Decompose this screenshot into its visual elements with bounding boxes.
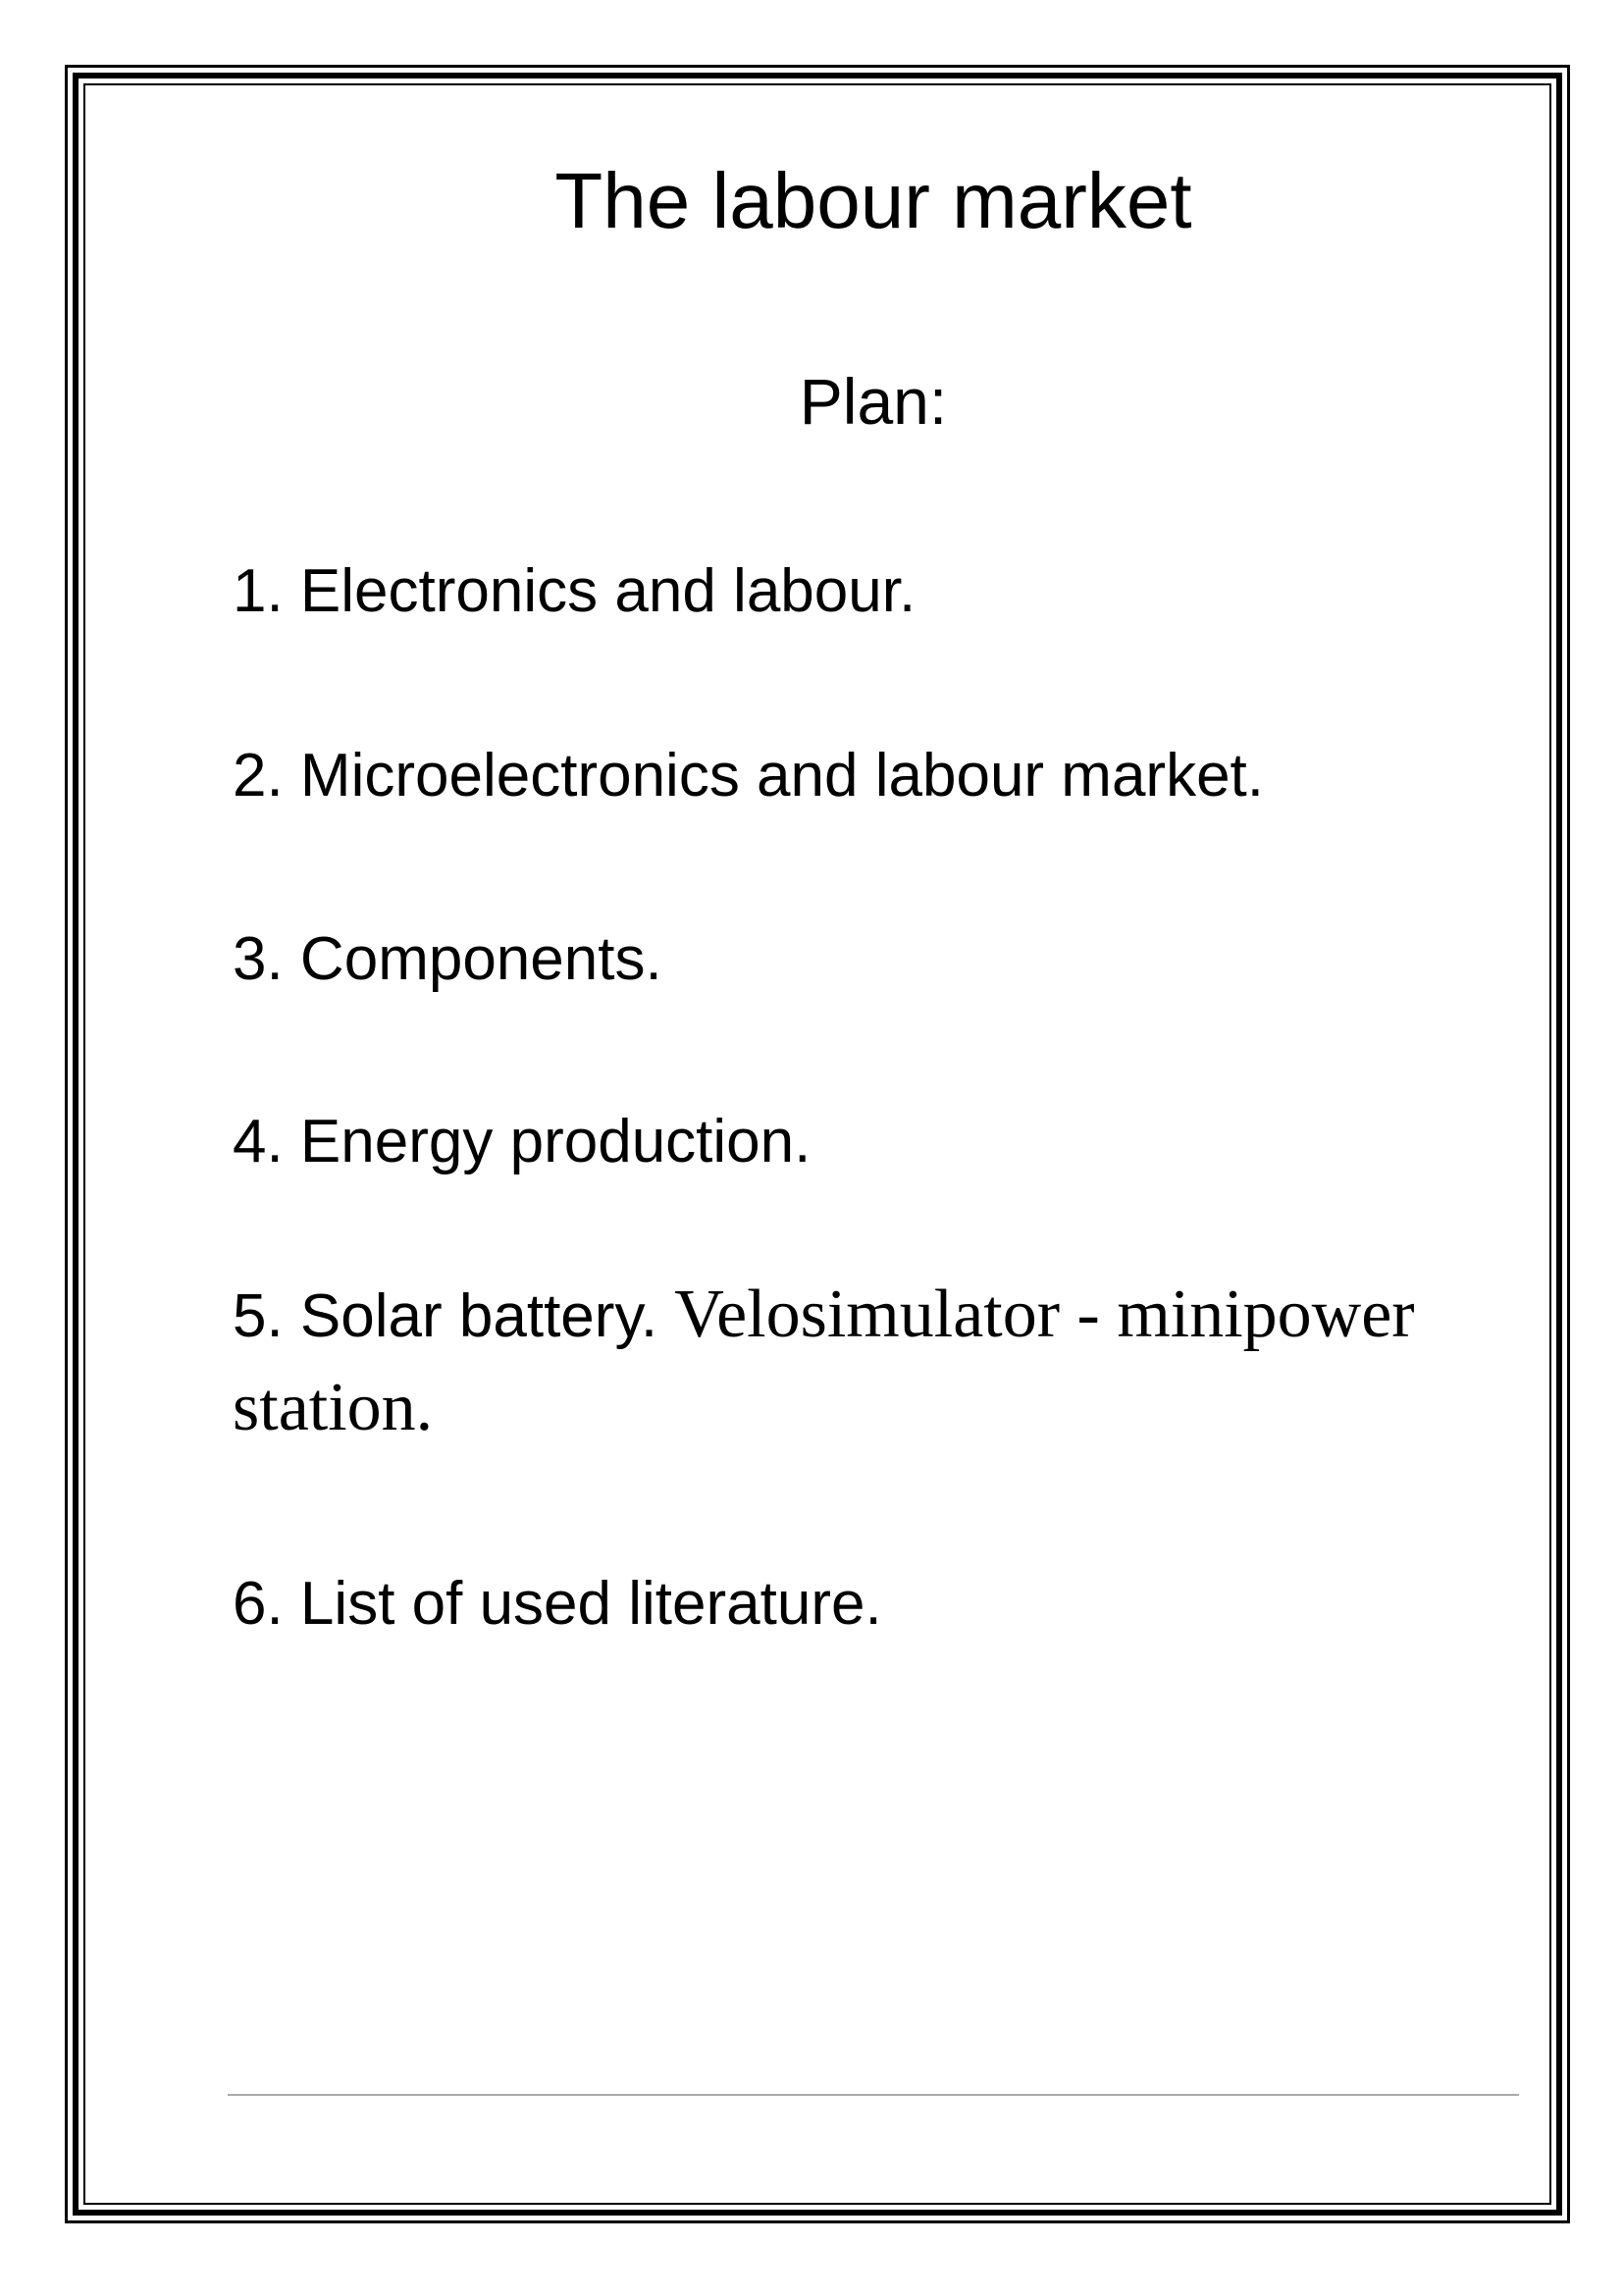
plan-item-literature: 6. List of used literature. bbox=[233, 1570, 882, 1638]
plan-heading: Plan: bbox=[799, 365, 948, 438]
plan-item-electronics-and-labour: 1. Electronics and labour. bbox=[233, 557, 917, 625]
plan-item-microelectronics: 2. Microelectronics and labour market. bbox=[233, 742, 1265, 809]
footer-divider bbox=[228, 2094, 1519, 2096]
plan-item-energy-production: 4. Energy production. bbox=[233, 1108, 812, 1175]
plan-item-components: 3. Components. bbox=[233, 925, 662, 993]
plan-item-velosimulator: Velosimulator - minipower bbox=[674, 1277, 1415, 1352]
document-title: The labour market bbox=[554, 157, 1192, 244]
plan-item-solar-battery bbox=[233, 1276, 1415, 1356]
plan-item-solar-battery-continuation: station. bbox=[233, 1370, 434, 1445]
plan-item-solar-battery-prefix: 5. Solar battery. bbox=[233, 1282, 658, 1350]
